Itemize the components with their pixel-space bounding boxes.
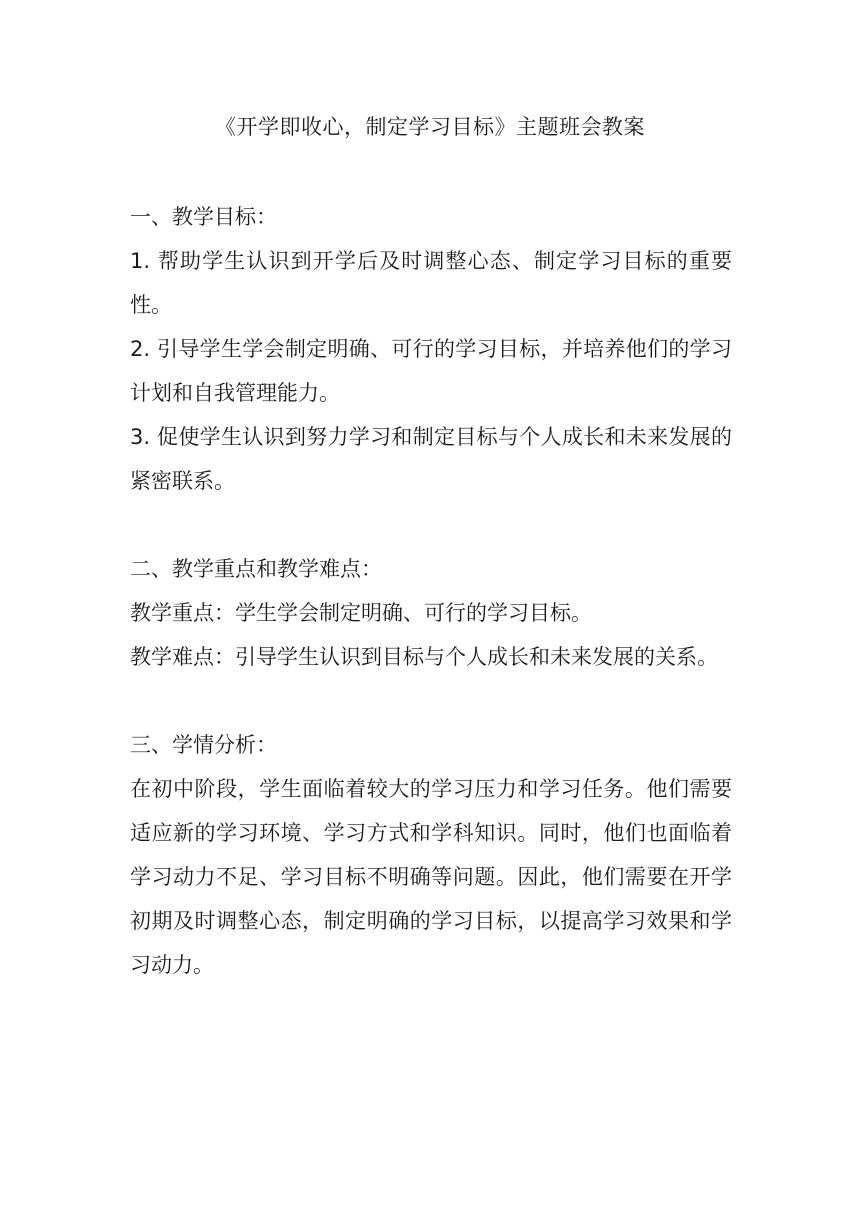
paragraph-gap: [130, 679, 732, 723]
goal-item-1: 1. 帮助学生认识到开学后及时调整心态、制定学习目标的重要性。: [130, 249, 732, 317]
section-heading: 一、教学目标：: [130, 205, 277, 229]
goal-item-2: 2. 引导学生学会制定明确、可行的学习目标，并培养他们的学习计划和自我管理能力。: [130, 337, 732, 405]
section-teaching-goals: [130, 195, 732, 503]
difficulty-paragraph: 教学难点：引导学生认识到目标与个人成长和未来发展的关系。: [130, 645, 718, 669]
section-heading: 二、教学重点和教学难点：: [130, 557, 382, 581]
paragraph-gap: [130, 503, 732, 547]
analysis-paragraph: 在初中阶段，学生面临着较大的学习压力和学习任务。他们需要适应新的学习环境、学习方式和学科知识。同时，他们也面临着学习动力不足、学习目标不明确等问题。因此，他们需要在开学初期及时调整心态，制定明确的学习目标，以提高学习效果和学习动力。: [130, 777, 732, 977]
goal-item-3: 3. 促使学生认识到努力学习和制定目标与个人成长和未来发展的紧密联系。: [130, 425, 732, 493]
section-heading: 三、学情分析：: [130, 733, 277, 757]
document-title: 《开学即收心，制定学习目标》主题班会教案: [215, 115, 645, 139]
key-point-paragraph: 教学重点：学生学会制定明确、可行的学习目标。: [130, 601, 592, 625]
section-student-analysis: [130, 723, 732, 987]
section-key-points: [130, 547, 732, 679]
document-body: [130, 195, 732, 987]
